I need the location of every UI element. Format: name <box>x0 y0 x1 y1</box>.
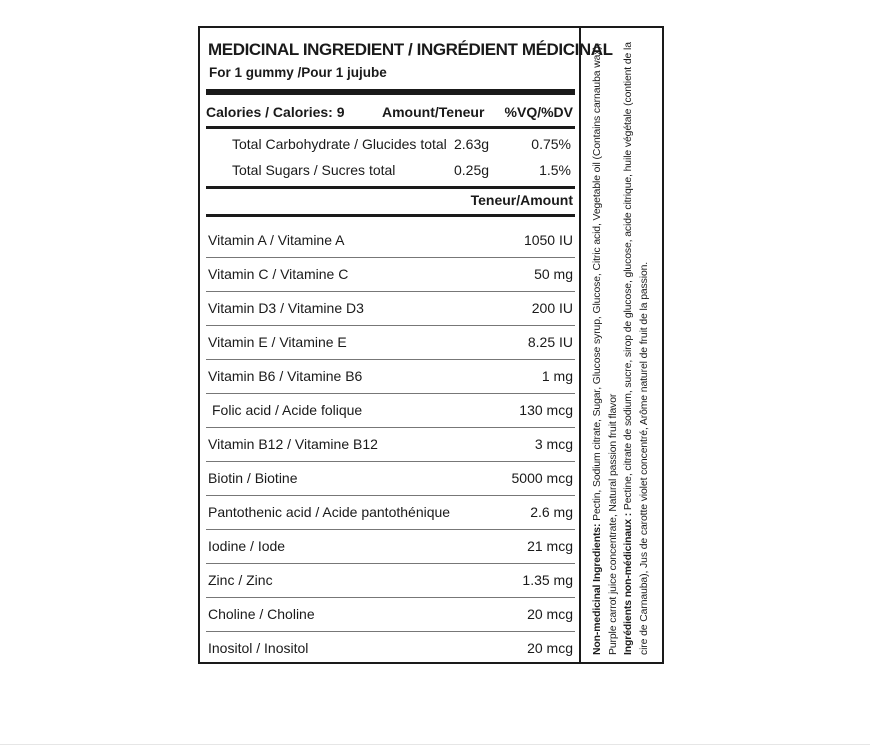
nutrient-row <box>206 258 575 292</box>
nutrient-amount: 200 IU <box>531 300 573 316</box>
non-medicinal-fr-list: Pectine, citrate de sodium, sucre, sirop de glucose, glucose, acide citrique, huile végétale (contient de la cire de Carnauba), Jus de carotte violet concentré, Arôme naturel de fruit de la passion. <box>623 42 650 655</box>
label-title: MEDICINAL INGREDIENT / INGRÉDIENT MÉDICINAL <box>208 40 613 59</box>
dv-header: %VQ/%DV <box>504 104 573 120</box>
nutrient-row <box>206 462 575 496</box>
nutrient-name: Pantothenic acid / Acide pantothénique <box>208 504 451 520</box>
non-medicinal-en-label: Non-medicinal Ingredients: <box>592 523 603 655</box>
calories-label: Calories / Calories: 9 <box>206 104 345 120</box>
sugar-amount: 0.25g <box>454 162 490 178</box>
nutrient-amount: 8.25 IU <box>527 334 573 350</box>
sugar-row <box>206 162 575 182</box>
nutrient-row <box>206 394 575 428</box>
nutrient-amount: 1050 IU <box>523 232 573 248</box>
nutrient-amount: 50 mg <box>534 266 573 282</box>
non-medicinal-en-list: Pectin, Sodium citrate, Sugar, Glucose syrup, Glucose, Citric acid, Vegetable oil (Contains carnauba wax), Purple carrot juice concentrate, Natural passion fruit flavor <box>592 43 619 655</box>
nutrient-row <box>206 224 575 258</box>
non-medicinal-fr <box>621 35 652 655</box>
non-medicinal-fr-label: Ingrédients non-médicinaux : <box>623 512 634 655</box>
divider <box>206 186 575 189</box>
nutrient-row <box>206 632 575 666</box>
carb-dv: 0.75% <box>531 136 571 152</box>
nutrient-name: Folic acid / Acide folique <box>212 402 363 418</box>
nutrient-row <box>206 530 575 564</box>
nutrient-name: Vitamin A / Vitamine A <box>208 232 345 248</box>
nutrient-amount: 1 mg <box>541 368 573 384</box>
nutrition-label <box>198 26 664 664</box>
nutrient-row <box>206 564 575 598</box>
nutrient-name: Vitamin D3 / Vitamine D3 <box>208 300 364 316</box>
nutrient-row <box>206 598 575 632</box>
nutrient-name: Vitamin B12 / Vitamine B12 <box>208 436 378 452</box>
nutrient-name: Biotin / Biotine <box>208 470 298 486</box>
nutrient-amount: 5000 mcg <box>511 470 573 486</box>
non-medicinal-text <box>590 35 652 655</box>
non-medicinal-panel <box>581 28 661 662</box>
nutrient-row <box>206 326 575 360</box>
sugar-dv: 1.5% <box>539 162 571 178</box>
nutrient-amount: 2.6 mg <box>530 504 573 520</box>
carb-row <box>206 136 575 156</box>
sugar-name: Total Sugars / Sucres total <box>232 162 396 178</box>
divider <box>206 126 575 129</box>
serving-size: For 1 gummy /Pour 1 jujube <box>209 65 387 80</box>
nutrient-name: Iodine / Iode <box>208 538 286 554</box>
nutrient-name: Vitamin C / Vitamine C <box>208 266 349 282</box>
nutrient-name: Zinc / Zinc <box>208 572 273 588</box>
nutrients-amount-header: Teneur/Amount <box>470 192 573 208</box>
carb-amount: 2.63g <box>454 136 490 152</box>
nutrient-row <box>206 496 575 530</box>
nutrient-name: Inositol / Inositol <box>208 640 309 656</box>
page-divider <box>0 744 870 745</box>
nutrient-amount: 20 mcg <box>527 606 573 622</box>
nutrient-amount: 1.35 mg <box>522 572 573 588</box>
nutrient-amount: 20 mcg <box>527 640 573 656</box>
nutrient-name: Vitamin B6 / Vitamine B6 <box>208 368 363 384</box>
nutrient-amount: 3 mcg <box>534 436 573 452</box>
nutrient-amount: 21 mcg <box>527 538 573 554</box>
nutrient-name: Choline / Choline <box>208 606 315 622</box>
amount-header: Amount/Teneur <box>382 104 485 120</box>
nutrient-row <box>206 292 575 326</box>
divider <box>206 214 575 217</box>
carb-name: Total Carbohydrate / Glucides total <box>232 136 447 152</box>
nutrient-amount: 130 mcg <box>519 402 573 418</box>
nutrient-name: Vitamin E / Vitamine E <box>208 334 347 350</box>
nutrient-row <box>206 428 575 462</box>
thick-divider <box>206 89 575 95</box>
non-medicinal-en <box>590 35 621 655</box>
nutrient-row <box>206 360 575 394</box>
calories-row <box>206 104 575 126</box>
